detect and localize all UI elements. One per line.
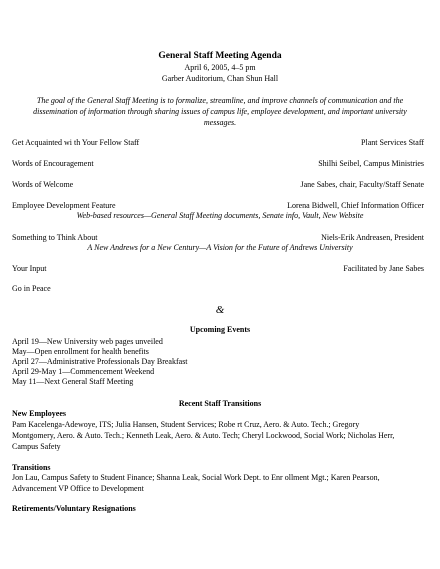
goal-line-2: dissemination of information through sharing issues of campus life, employee development, and important university	[33, 107, 407, 116]
staff-transitions-heading: Recent Staff Transitions	[178, 399, 262, 408]
agenda-note: A New Andrews for a New Century—A Vision for the Future of Andrews University	[87, 243, 353, 252]
agenda-item: Employee Development Feature	[12, 201, 116, 210]
event-item: May—Open enrollment for health benefits	[12, 347, 149, 356]
meeting-location: Garber Auditorium, Chan Shun Hall	[161, 74, 279, 83]
agenda-item: Something to Think About	[12, 233, 98, 242]
retirements-heading: Retirements/Voluntary Resignations	[12, 504, 136, 513]
goal-line-3: messages.	[203, 118, 237, 127]
new-employees-line: Montgomery, Aero. & Auto. Tech.; Kenneth Leak, Aero. & Auto. Tech; Cheryl Lockwood, Social Work; Nicholas Herr,	[12, 431, 395, 440]
transitions-line: Jon Lau, Campus Safety to Student Finance; Shanna Leak, Social Work Dept. to Enr ollment Mgt.; Karen Pearson,	[12, 473, 380, 482]
page-title: General Staff Meeting Agenda	[158, 51, 282, 61]
agenda-presenter: Shilhi Seibel, Campus Ministries	[318, 159, 424, 168]
event-item: May 11—Next General Staff Meeting	[12, 377, 134, 386]
event-item: April 19—New University web pages unveiled	[12, 337, 163, 346]
agenda-item: Your Input	[12, 264, 47, 273]
agenda-item: Get Acquainted wi th Your Fellow Staff	[12, 138, 140, 147]
meeting-date: April 6, 2005, 4–5 pm	[184, 63, 256, 72]
agenda-presenter: Lorena Bidwell, Chief Information Officer	[287, 201, 424, 210]
upcoming-events-heading: Upcoming Events	[189, 325, 251, 334]
new-employees-line: Campus Safety	[12, 442, 61, 451]
ampersand-ornament: &	[215, 304, 225, 316]
agenda-presenter: Facilitated by Jane Sabes	[343, 264, 424, 273]
new-employees-heading: New Employees	[12, 409, 66, 418]
agenda-note: Web-based resources—General Staff Meeting documents, Senate info, Vault, New Website	[76, 211, 364, 220]
event-item: April 29-May 1—Commencement Weekend	[12, 367, 155, 376]
agenda-item: Go in Peace	[12, 284, 51, 293]
agenda-item: Words of Encouragement	[12, 159, 94, 168]
agenda-item: Words of Welcome	[12, 180, 74, 189]
agenda-presenter: Plant Services Staff	[361, 138, 424, 147]
transitions-line: Advancement VP Office to Development	[12, 484, 144, 493]
goal-line-1: The goal of the General Staff Meeting is to formalize, streamline, and improve channels of communication and the	[36, 96, 404, 105]
agenda-presenter: Jane Sabes, chair, Faculty/Staff Senate	[300, 180, 424, 189]
new-employees-line: Pam Kacelenga-Adewoye, ITS; Julia Hansen, Student Services; Robe rt Cruz, Aero. & Auto. Tech.; Gregory	[12, 420, 360, 429]
agenda-presenter: Niels-Erik Andreasen, President	[321, 233, 424, 242]
transitions-heading: Transitions	[12, 463, 51, 472]
event-item: April 27—Administrative Professionals Day Breakfast	[12, 357, 188, 366]
